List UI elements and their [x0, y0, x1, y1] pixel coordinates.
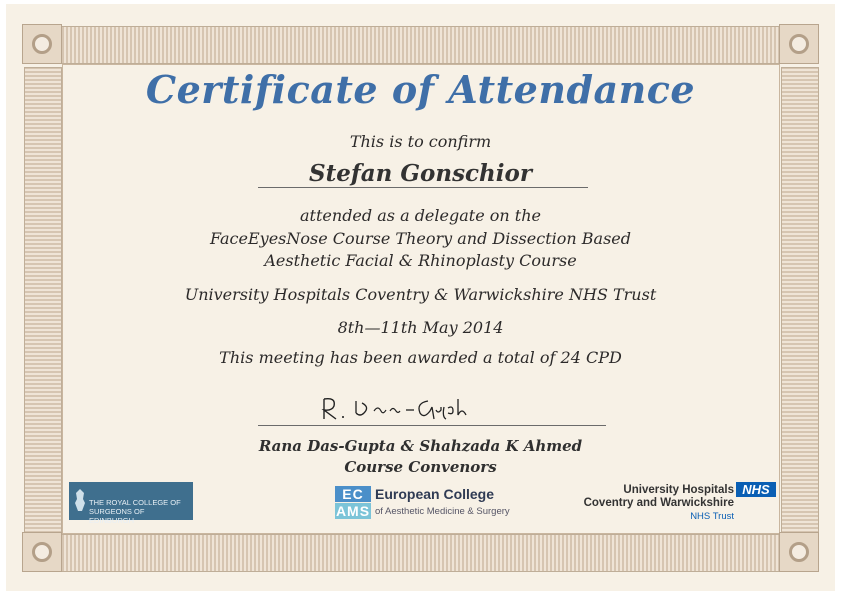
- nhs-badge: NHS: [736, 482, 776, 497]
- confirm-text: This is to confirm: [349, 132, 492, 151]
- ecams-name: European College: [375, 486, 495, 502]
- corner-ornament-icon: [22, 24, 62, 64]
- signature-image: [318, 393, 478, 425]
- nhs-logo-line-2: Coventry and Warwickshire: [583, 497, 734, 509]
- ecams-mark-icon: [335, 486, 371, 520]
- border-bottom: [61, 534, 781, 572]
- ecams-subtitle: of Aesthetic Medicine & Surgery: [375, 506, 510, 517]
- border-top: [61, 26, 781, 64]
- attended-text: attended as a delegate on the: [300, 206, 541, 225]
- signature-line: [258, 425, 606, 426]
- convenor-names: Rana Das-Gupta & Shahzada K Ahmed: [258, 437, 583, 455]
- rcs-edinburgh-logo: [69, 482, 193, 525]
- venue-text: University Hospitals Coventry & Warwickshire NHS Trust: [184, 285, 657, 304]
- ecams-mark-bottom: AMS: [335, 503, 371, 519]
- nhs-trust-logo: [560, 480, 780, 524]
- course-title-line-2: Aesthetic Facial & Rhinoplasty Course: [264, 251, 577, 270]
- corner-ornament-icon: [22, 532, 62, 572]
- ecams-logo: [335, 486, 525, 522]
- rcs-logo-text: THE ROYAL COLLEGE OF SURGEONS OF EDINBURGH: [89, 498, 181, 525]
- nhs-logo-line-1: University Hospitals: [623, 484, 734, 496]
- crest-icon: [74, 488, 86, 512]
- ecams-mark-top: EC: [335, 486, 371, 502]
- corner-ornament-icon: [779, 532, 819, 572]
- certificate-title: Certificate of Attendance: [145, 67, 696, 112]
- nhs-logo-line-3: NHS Trust: [690, 511, 734, 522]
- corner-ornament-icon: [779, 24, 819, 64]
- cpd-award-text: This meeting has been awarded a total of 24 CPD: [219, 348, 622, 367]
- name-underline: [258, 187, 588, 188]
- recipient-name: Stefan Gonschior: [309, 160, 532, 187]
- course-title-line-1: FaceEyesNose Course Theory and Dissection Based: [210, 229, 631, 248]
- course-dates: 8th—11th May 2014: [337, 318, 504, 337]
- convenor-role: Course Convenors: [344, 458, 497, 476]
